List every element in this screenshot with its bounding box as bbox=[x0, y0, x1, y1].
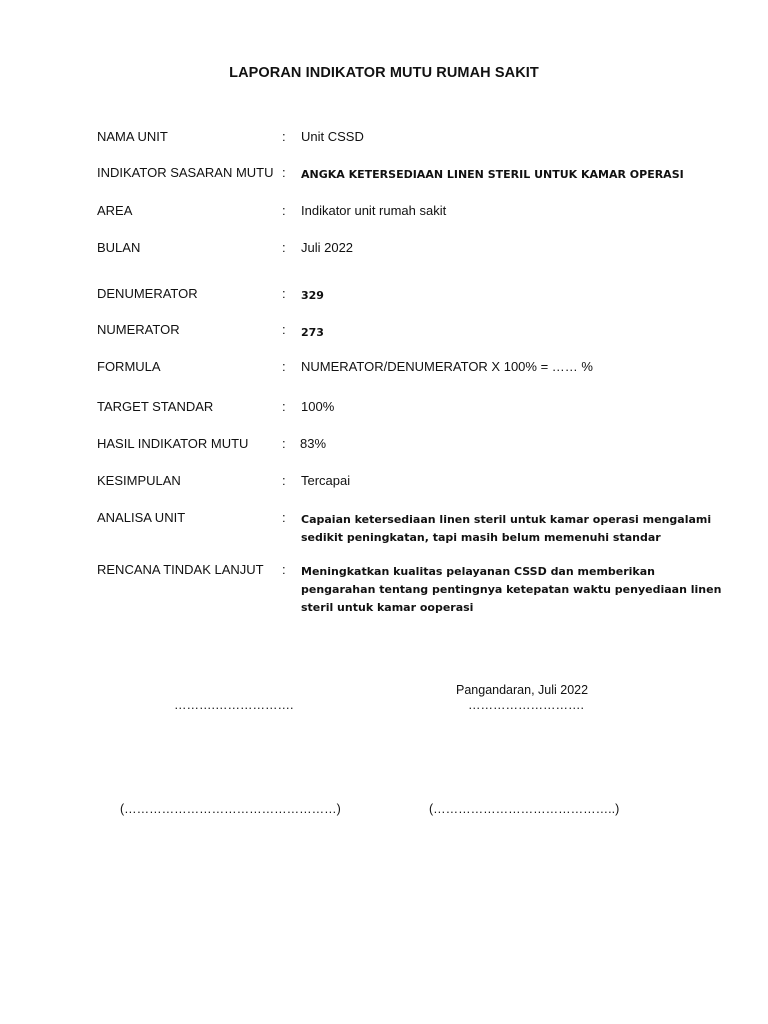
field-label: KESIMPULAN bbox=[97, 473, 181, 488]
signature-right-name: (……………………………………..) bbox=[429, 802, 620, 816]
field-value: Tercapai bbox=[301, 473, 351, 488]
field-value: 329 bbox=[301, 289, 324, 302]
field-label: DENUMERATOR bbox=[97, 286, 198, 301]
signature-place-date: Pangandaran, Juli 2022 bbox=[456, 683, 589, 697]
field-separator: : bbox=[282, 473, 286, 488]
field-separator: : bbox=[282, 562, 286, 577]
field-separator: : bbox=[282, 510, 286, 525]
field-separator: : bbox=[282, 286, 286, 301]
signature-left-name: (……………………………………………) bbox=[120, 802, 341, 816]
field-value: ANGKA KETERSEDIAAN LINEN STERIL UNTUK KAMAR OPERASI bbox=[301, 168, 684, 181]
field-label: INDIKATOR SASARAN MUTU bbox=[97, 165, 274, 180]
field-value: 83% bbox=[300, 436, 327, 451]
page-title: LAPORAN INDIKATOR MUTU RUMAH SAKIT bbox=[229, 65, 539, 81]
field-value: Capaian ketersediaan linen steril untuk kamar operasi mengalami sedikit peningkatan, tapi masih belum memenuhi standar bbox=[301, 513, 712, 544]
field-separator: : bbox=[282, 129, 286, 144]
field-label: ANALISA UNIT bbox=[97, 510, 186, 525]
field-label: RENCANA TINDAK LANJUT bbox=[97, 562, 264, 577]
signature-left-title: ……….………………. bbox=[174, 698, 294, 712]
field-label: AREA bbox=[97, 203, 133, 218]
field-value: 273 bbox=[301, 326, 324, 339]
field-label: NUMERATOR bbox=[97, 322, 180, 337]
field-label: HASIL INDIKATOR MUTU bbox=[97, 436, 249, 451]
field-separator: : bbox=[282, 165, 286, 180]
field-separator: : bbox=[282, 322, 286, 337]
field-label: BULAN bbox=[97, 240, 141, 255]
field-separator: : bbox=[282, 399, 286, 414]
field-label: TARGET STANDAR bbox=[97, 399, 214, 414]
field-value: Unit CSSD bbox=[301, 129, 364, 144]
field-value: Indikator unit rumah sakit bbox=[301, 203, 447, 218]
signature-right-title: ………………………. bbox=[468, 698, 584, 712]
field-separator: : bbox=[282, 240, 286, 255]
field-value: 100% bbox=[301, 399, 335, 414]
field-value: NUMERATOR/DENUMERATOR X 100% = …… % bbox=[301, 359, 593, 374]
field-separator: : bbox=[282, 203, 286, 218]
field-label: FORMULA bbox=[97, 359, 161, 374]
field-value: Juli 2022 bbox=[301, 240, 354, 255]
field-separator: : bbox=[282, 436, 286, 451]
field-separator: : bbox=[282, 359, 286, 374]
field-label: NAMA UNIT bbox=[97, 129, 168, 144]
field-value: Meningkatkan kualitas pelayanan CSSD dan memberikan pengarahan tentang pentingnya ketepatan waktu penyediaan linen steril untuk kamar ooperasi bbox=[301, 565, 722, 614]
